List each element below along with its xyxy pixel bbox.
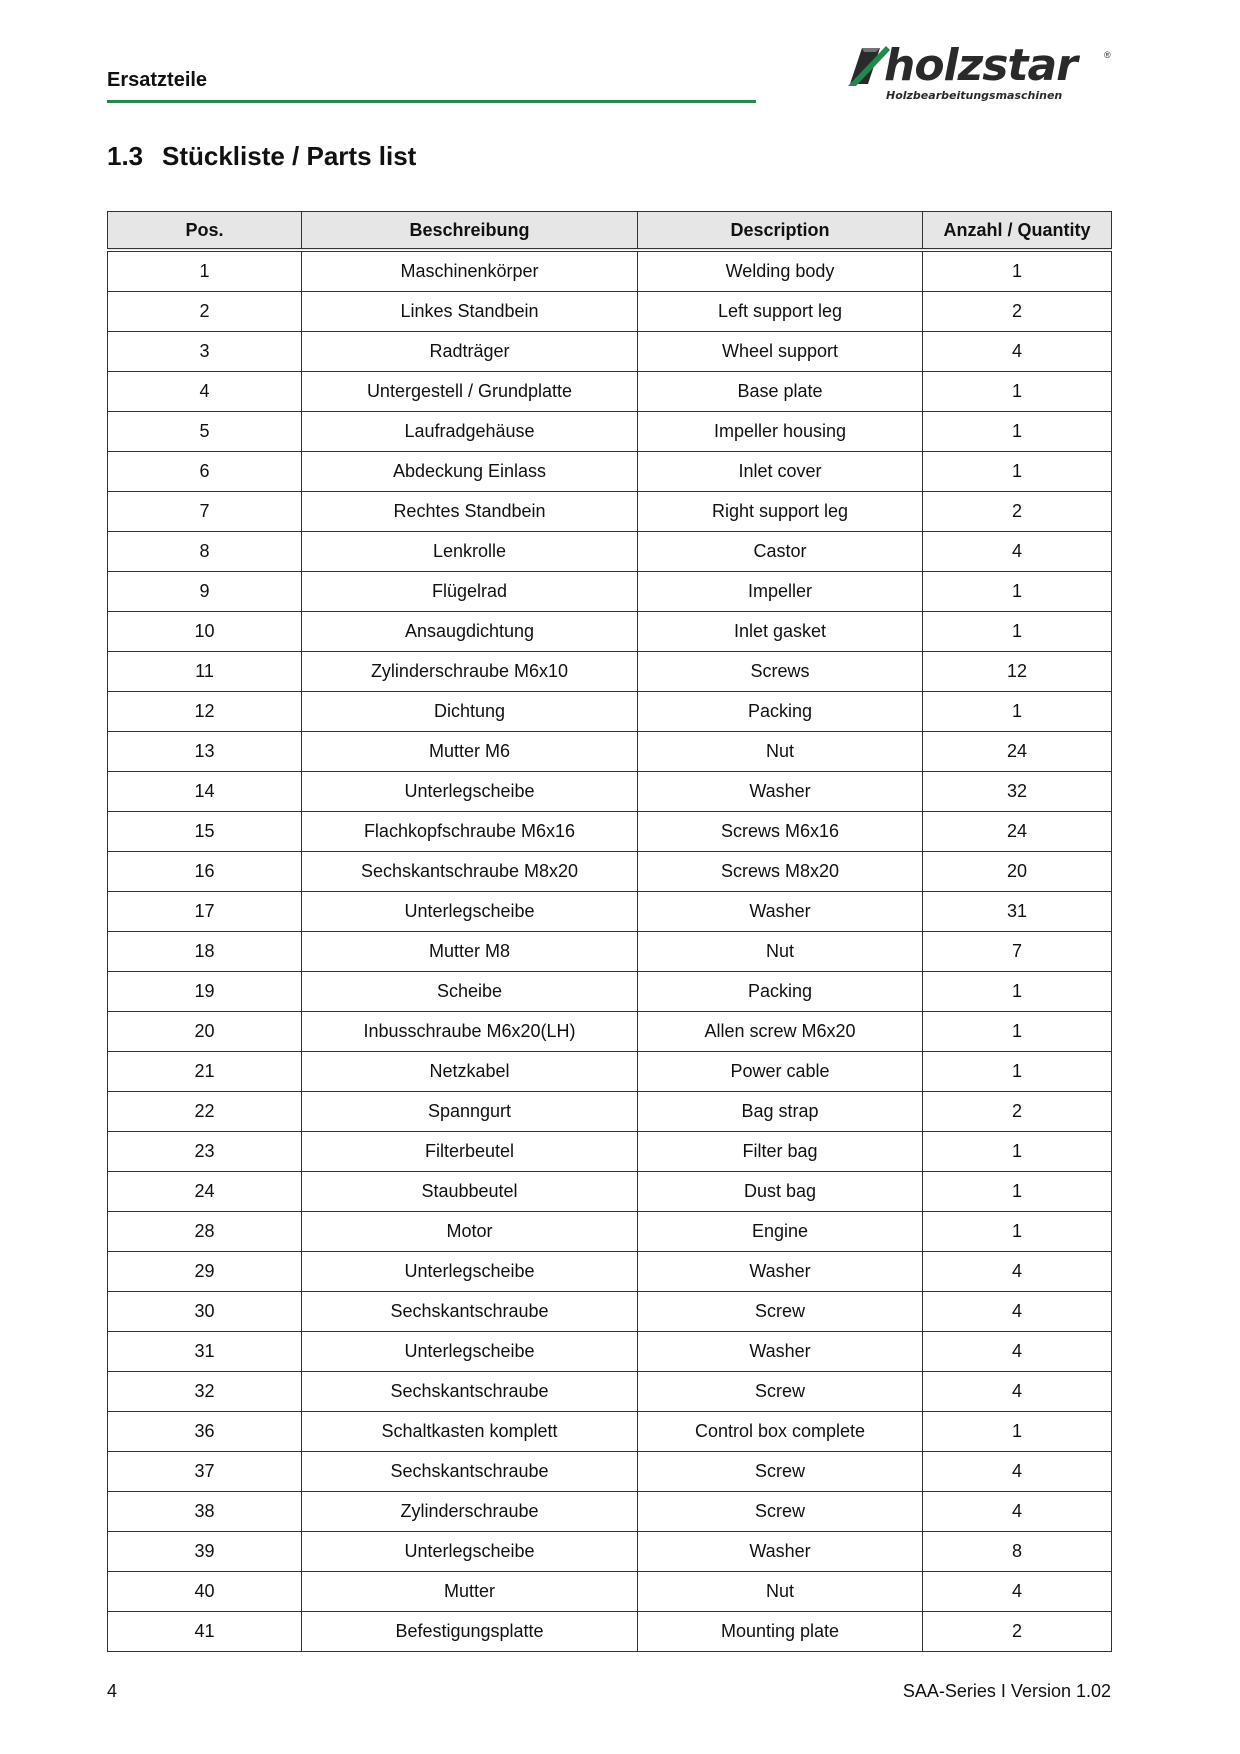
table-row bbox=[108, 972, 1112, 1012]
cell-pos: 6 bbox=[108, 452, 302, 492]
cell-pos: 18 bbox=[108, 932, 302, 972]
cell-description: Inlet cover bbox=[638, 452, 923, 492]
table-row bbox=[108, 250, 1112, 292]
cell-description: Washer bbox=[638, 1332, 923, 1372]
cell-pos: 1 bbox=[108, 250, 302, 292]
cell-beschreibung: Sechskantschraube M8x20 bbox=[302, 852, 638, 892]
cell-pos: 19 bbox=[108, 972, 302, 1012]
cell-description: Engine bbox=[638, 1212, 923, 1252]
cell-description: Screw bbox=[638, 1292, 923, 1332]
table-row bbox=[108, 332, 1112, 372]
cell-description: Control box complete bbox=[638, 1412, 923, 1452]
cell-beschreibung: Sechskantschraube bbox=[302, 1452, 638, 1492]
header-divider bbox=[107, 100, 756, 103]
cell-quantity: 2 bbox=[923, 492, 1112, 532]
parts-table bbox=[107, 211, 1112, 1652]
document-version: SAA-Series I Version 1.02 bbox=[902, 1681, 1111, 1701]
cell-pos: 31 bbox=[108, 1332, 302, 1372]
table-row bbox=[108, 1132, 1112, 1172]
cell-description: Nut bbox=[638, 932, 923, 972]
table-row bbox=[108, 492, 1112, 532]
cell-quantity: 20 bbox=[923, 852, 1112, 892]
table-row bbox=[108, 1012, 1112, 1052]
cell-quantity: 4 bbox=[923, 1332, 1112, 1372]
cell-description: Impeller housing bbox=[638, 412, 923, 452]
table-row bbox=[108, 532, 1112, 572]
table-row bbox=[108, 892, 1112, 932]
table-row bbox=[108, 652, 1112, 692]
table-row bbox=[108, 692, 1112, 732]
cell-quantity: 1 bbox=[923, 692, 1112, 732]
cell-beschreibung: Zylinderschraube M6x10 bbox=[302, 652, 638, 692]
cell-pos: 37 bbox=[108, 1452, 302, 1492]
cell-quantity: 1 bbox=[923, 372, 1112, 412]
cell-description: Mounting plate bbox=[638, 1612, 923, 1652]
table-row bbox=[108, 1452, 1112, 1492]
cell-beschreibung: Unterlegscheibe bbox=[302, 892, 638, 932]
cell-beschreibung: Lenkrolle bbox=[302, 532, 638, 572]
table-row bbox=[108, 772, 1112, 812]
column-header-pos: Pos. bbox=[108, 212, 302, 251]
cell-pos: 15 bbox=[108, 812, 302, 852]
table-row bbox=[108, 1212, 1112, 1252]
column-header-quantity: Anzahl / Quantity bbox=[923, 212, 1112, 251]
table-row bbox=[108, 1092, 1112, 1132]
cell-description: Screw bbox=[638, 1452, 923, 1492]
section-number: 1.3 bbox=[107, 141, 144, 171]
table-row bbox=[108, 732, 1112, 772]
cell-pos: 38 bbox=[108, 1492, 302, 1532]
cell-quantity: 2 bbox=[923, 1612, 1112, 1652]
table-row bbox=[108, 612, 1112, 652]
cell-quantity: 1 bbox=[923, 972, 1112, 1012]
cell-description: Screw bbox=[638, 1372, 923, 1412]
table-row bbox=[108, 1412, 1112, 1452]
table-row bbox=[108, 412, 1112, 452]
cell-quantity: 2 bbox=[923, 292, 1112, 332]
cell-description: Nut bbox=[638, 732, 923, 772]
cell-pos: 4 bbox=[108, 372, 302, 412]
logo-wordmark: holzstar bbox=[884, 40, 1077, 91]
cell-description: Filter bag bbox=[638, 1132, 923, 1172]
cell-description: Castor bbox=[638, 532, 923, 572]
cell-description: Washer bbox=[638, 1252, 923, 1292]
cell-quantity: 24 bbox=[923, 732, 1112, 772]
cell-beschreibung: Spanngurt bbox=[302, 1092, 638, 1132]
cell-quantity: 1 bbox=[923, 572, 1112, 612]
table-row bbox=[108, 452, 1112, 492]
cell-quantity: 4 bbox=[923, 532, 1112, 572]
table-row bbox=[108, 372, 1112, 412]
cell-pos: 29 bbox=[108, 1252, 302, 1292]
cell-pos: 21 bbox=[108, 1052, 302, 1092]
cell-beschreibung: Dichtung bbox=[302, 692, 638, 732]
cell-pos: 28 bbox=[108, 1212, 302, 1252]
table-row bbox=[108, 1532, 1112, 1572]
cell-description: Screws M6x16 bbox=[638, 812, 923, 852]
cell-quantity: 4 bbox=[923, 1572, 1112, 1612]
cell-quantity: 31 bbox=[923, 892, 1112, 932]
cell-pos: 40 bbox=[108, 1572, 302, 1612]
logo-registered-mark: ® bbox=[1104, 50, 1111, 60]
cell-pos: 14 bbox=[108, 772, 302, 812]
cell-pos: 9 bbox=[108, 572, 302, 612]
cell-description: Screws bbox=[638, 652, 923, 692]
table-header-row bbox=[108, 212, 1112, 251]
cell-beschreibung: Unterlegscheibe bbox=[302, 772, 638, 812]
cell-quantity: 1 bbox=[923, 412, 1112, 452]
cell-description: Inlet gasket bbox=[638, 612, 923, 652]
parts-table-body bbox=[108, 250, 1112, 1652]
cell-description: Left support leg bbox=[638, 292, 923, 332]
cell-pos: 36 bbox=[108, 1412, 302, 1452]
cell-beschreibung: Befestigungsplatte bbox=[302, 1612, 638, 1652]
table-row bbox=[108, 852, 1112, 892]
cell-description: Power cable bbox=[638, 1052, 923, 1092]
cell-beschreibung: Maschinenkörper bbox=[302, 250, 638, 292]
cell-quantity: 1 bbox=[923, 1412, 1112, 1452]
cell-description: Washer bbox=[638, 1532, 923, 1572]
cell-pos: 7 bbox=[108, 492, 302, 532]
cell-beschreibung: Unterlegscheibe bbox=[302, 1252, 638, 1292]
cell-beschreibung: Flachkopfschraube M6x16 bbox=[302, 812, 638, 852]
cell-description: Washer bbox=[638, 772, 923, 812]
cell-quantity: 1 bbox=[923, 612, 1112, 652]
table-row bbox=[108, 1372, 1112, 1412]
cell-description: Screw bbox=[638, 1492, 923, 1532]
cell-pos: 12 bbox=[108, 692, 302, 732]
cell-pos: 17 bbox=[108, 892, 302, 932]
table-row bbox=[108, 1612, 1112, 1652]
cell-description: Packing bbox=[638, 692, 923, 732]
cell-description: Right support leg bbox=[638, 492, 923, 532]
cell-description: Bag strap bbox=[638, 1092, 923, 1132]
cell-quantity: 24 bbox=[923, 812, 1112, 852]
cell-beschreibung: Filterbeutel bbox=[302, 1132, 638, 1172]
cell-description: Wheel support bbox=[638, 332, 923, 372]
cell-beschreibung: Unterlegscheibe bbox=[302, 1532, 638, 1572]
cell-pos: 24 bbox=[108, 1172, 302, 1212]
cell-quantity: 4 bbox=[923, 1372, 1112, 1412]
cell-description: Allen screw M6x20 bbox=[638, 1012, 923, 1052]
cell-description: Screws M8x20 bbox=[638, 852, 923, 892]
cell-pos: 30 bbox=[108, 1292, 302, 1332]
cell-pos: 41 bbox=[108, 1612, 302, 1652]
cell-beschreibung: Inbusschraube M6x20(LH) bbox=[302, 1012, 638, 1052]
cell-quantity: 1 bbox=[923, 1212, 1112, 1252]
header-section-label: Ersatzteile bbox=[107, 69, 208, 91]
cell-quantity: 1 bbox=[923, 1132, 1112, 1172]
cell-pos: 23 bbox=[108, 1132, 302, 1172]
cell-pos: 16 bbox=[108, 852, 302, 892]
cell-pos: 11 bbox=[108, 652, 302, 692]
cell-beschreibung: Schaltkasten komplett bbox=[302, 1412, 638, 1452]
table-row bbox=[108, 1332, 1112, 1372]
section-title: Stückliste / Parts list bbox=[162, 141, 417, 171]
cell-beschreibung: Netzkabel bbox=[302, 1052, 638, 1092]
cell-beschreibung: Linkes Standbein bbox=[302, 292, 638, 332]
cell-quantity: 8 bbox=[923, 1532, 1112, 1572]
cell-description: Base plate bbox=[638, 372, 923, 412]
cell-pos: 39 bbox=[108, 1532, 302, 1572]
cell-beschreibung: Scheibe bbox=[302, 972, 638, 1012]
cell-beschreibung: Staubbeutel bbox=[302, 1172, 638, 1212]
cell-beschreibung: Laufradgehäuse bbox=[302, 412, 638, 452]
cell-beschreibung: Rechtes Standbein bbox=[302, 492, 638, 532]
cell-quantity: 4 bbox=[923, 332, 1112, 372]
cell-beschreibung: Mutter M6 bbox=[302, 732, 638, 772]
cell-quantity: 2 bbox=[923, 1092, 1112, 1132]
cell-pos: 22 bbox=[108, 1092, 302, 1132]
page-number: 4 bbox=[107, 1681, 118, 1701]
cell-description: Packing bbox=[638, 972, 923, 1012]
cell-description: Washer bbox=[638, 892, 923, 932]
cell-pos: 8 bbox=[108, 532, 302, 572]
cell-pos: 2 bbox=[108, 292, 302, 332]
cell-description: Dust bag bbox=[638, 1172, 923, 1212]
column-header-beschreibung: Beschreibung bbox=[302, 212, 638, 251]
table-row bbox=[108, 1052, 1112, 1092]
cell-quantity: 4 bbox=[923, 1252, 1112, 1292]
holzstar-logo bbox=[846, 40, 1116, 108]
table-row bbox=[108, 1252, 1112, 1292]
column-header-description: Description bbox=[638, 212, 923, 251]
cell-beschreibung: Mutter bbox=[302, 1572, 638, 1612]
cell-beschreibung: Radträger bbox=[302, 332, 638, 372]
table-row bbox=[108, 1292, 1112, 1332]
table-row bbox=[108, 812, 1112, 852]
cell-description: Nut bbox=[638, 1572, 923, 1612]
table-row bbox=[108, 1172, 1112, 1212]
cell-beschreibung: Flügelrad bbox=[302, 572, 638, 612]
table-row bbox=[108, 932, 1112, 972]
cell-beschreibung: Ansaugdichtung bbox=[302, 612, 638, 652]
cell-pos: 13 bbox=[108, 732, 302, 772]
cell-beschreibung: Abdeckung Einlass bbox=[302, 452, 638, 492]
cell-beschreibung: Sechskantschraube bbox=[302, 1292, 638, 1332]
cell-pos: 32 bbox=[108, 1372, 302, 1412]
page-title bbox=[107, 141, 416, 172]
cell-quantity: 1 bbox=[923, 452, 1112, 492]
cell-description: Welding body bbox=[638, 250, 923, 292]
cell-description: Impeller bbox=[638, 572, 923, 612]
cell-beschreibung: Motor bbox=[302, 1212, 638, 1252]
logo-tagline: Holzbearbeitungsmaschinen bbox=[886, 89, 1063, 102]
cell-quantity: 32 bbox=[923, 772, 1112, 812]
cell-pos: 10 bbox=[108, 612, 302, 652]
cell-quantity: 4 bbox=[923, 1492, 1112, 1532]
cell-beschreibung: Mutter M8 bbox=[302, 932, 638, 972]
table-row bbox=[108, 1492, 1112, 1532]
cell-quantity: 1 bbox=[923, 1012, 1112, 1052]
cell-quantity: 4 bbox=[923, 1452, 1112, 1492]
cell-quantity: 1 bbox=[923, 1172, 1112, 1212]
cell-pos: 20 bbox=[108, 1012, 302, 1052]
cell-quantity: 7 bbox=[923, 932, 1112, 972]
cell-quantity: 4 bbox=[923, 1292, 1112, 1332]
cell-pos: 5 bbox=[108, 412, 302, 452]
table-row bbox=[108, 572, 1112, 612]
cell-beschreibung: Sechskantschraube bbox=[302, 1372, 638, 1412]
cell-quantity: 12 bbox=[923, 652, 1112, 692]
cell-quantity: 1 bbox=[923, 1052, 1112, 1092]
cell-beschreibung: Untergestell / Grundplatte bbox=[302, 372, 638, 412]
cell-quantity: 1 bbox=[923, 250, 1112, 292]
table-row bbox=[108, 1572, 1112, 1612]
cell-pos: 3 bbox=[108, 332, 302, 372]
cell-beschreibung: Unterlegscheibe bbox=[302, 1332, 638, 1372]
cell-beschreibung: Zylinderschraube bbox=[302, 1492, 638, 1532]
table-row bbox=[108, 292, 1112, 332]
